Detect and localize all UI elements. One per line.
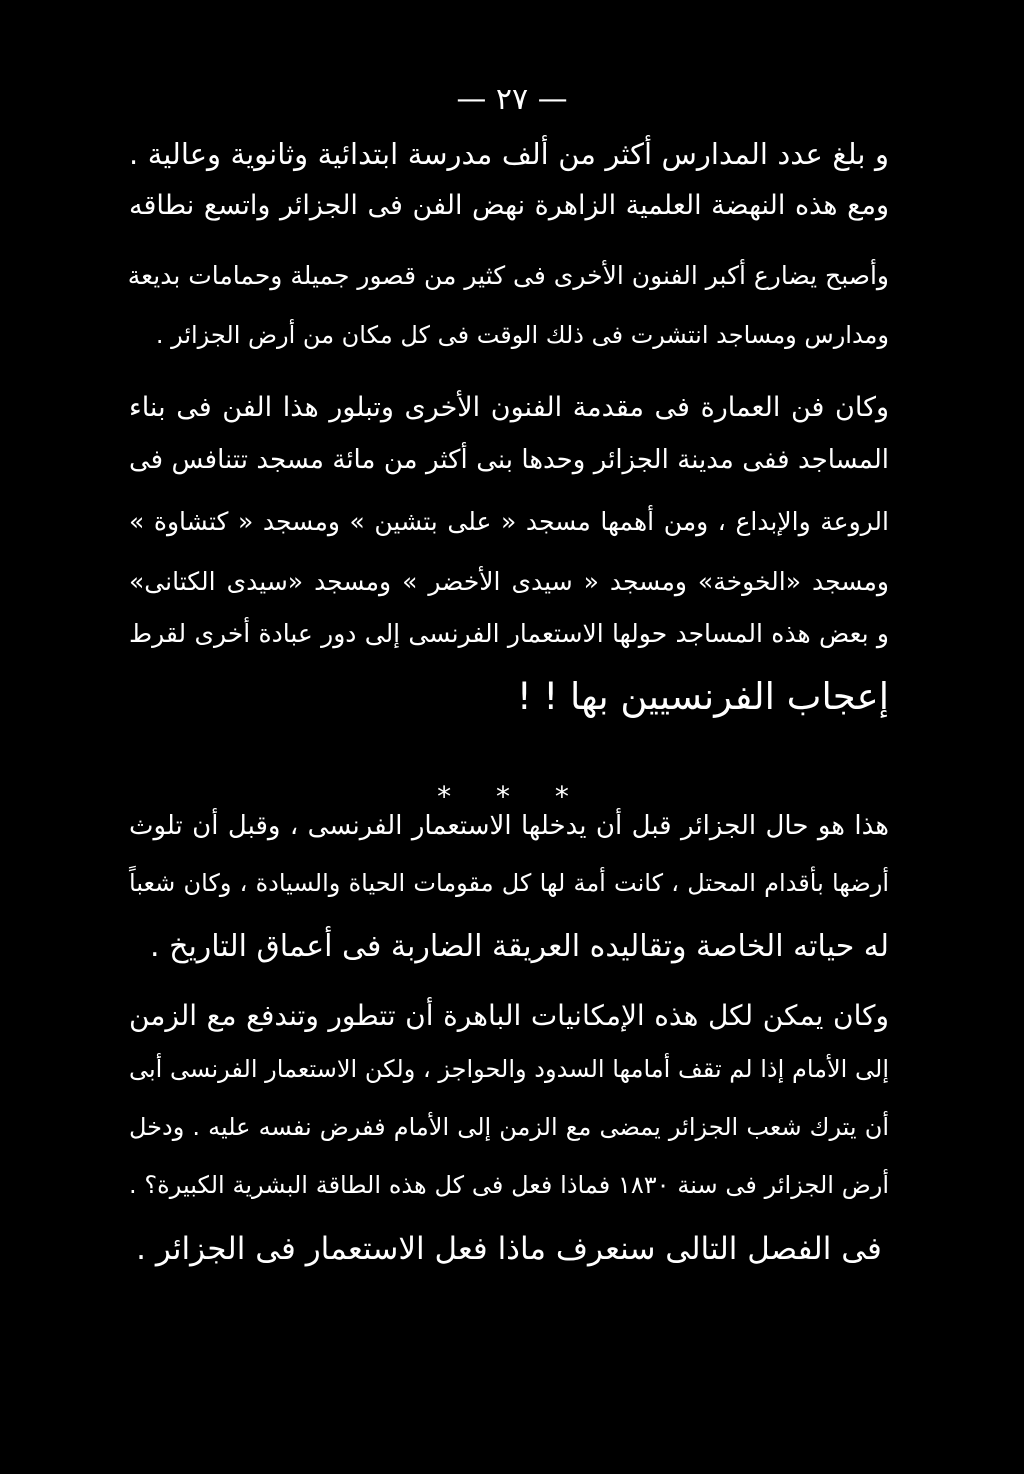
text-line: له حياته الخاصة وتقاليده العريقة الضاربة فى أعماق التاريخ .: [150, 929, 889, 964]
text-line: ومسجد «الخوخة» ومسجد « سيدى الأخضر » ومسجد «سيدى الكتانى»: [129, 567, 889, 596]
text-line: إعجاب الفرنسيين بها ! !: [516, 675, 889, 718]
text-line: و بعض هذه المساجد حولها الاستعمار الفرنسى إلى دور عبادة أخرى لقرط: [129, 619, 889, 648]
text-line: ومدارس ومساجد انتشرت فى ذلك الوقت فى كل مكان من أرض الجزائر .: [155, 321, 889, 349]
text-line: أرضها بأقدام المحتل ، كانت أمة لها كل مقومات الحياة والسيادة ، وكان شعباً: [129, 869, 889, 897]
page-number: — ٢٧ —: [456, 82, 568, 117]
text-line: الروعة والإبداع ، ومن أهمها مسجد « على بتشين » ومسجد « كتشاوة »: [129, 507, 889, 536]
text-line: هذا هو حال الجزائر قبل أن يدخلها الاستعمار الفرنسى ، وقبل أن تلوث: [129, 811, 889, 841]
text-line: ومع هذه النهضة العلمية الزاهرة نهض الفن فى الجزائر واتسع نطاقه: [129, 190, 889, 221]
text-line: أرض الجزائر فى سنة ١٨٣٠ فماذا فعل فى كل هذه الطاقة البشرية الكبيرة؟ .: [129, 1171, 889, 1199]
section-separator: * * *: [437, 780, 587, 813]
text-line: وكان يمكن لكل هذه الإمكانيات الباهرة أن تتطور وتندفع مع الزمن: [129, 999, 889, 1032]
text-line: المساجد ففى مدينة الجزائر وحدها بنى أكثر من مائة مسجد تتنافس فى: [129, 445, 889, 475]
text-line: وكان فن العمارة فى مقدمة الفنون الأخرى وتبلور هذا الفن فى بناء: [129, 392, 889, 423]
text-line: فى الفصل التالى سنعرف ماذا فعل الاستعمار فى الجزائر .: [136, 1231, 882, 1267]
text-line: و بلغ عدد المدارس أكثر من ألف مدرسة ابتدائية وثانوية وعالية .: [129, 137, 889, 171]
text-line: وأصبح يضارع أكبر الفنون الأخرى فى كثير من قصور جميلة وحمامات بديعة: [127, 261, 889, 290]
text-line: إلى الأمام إذا لم تقف أمامها السدود والحواجز ، ولكن الاستعمار الفرنسى أبى: [129, 1055, 889, 1083]
text-line: أن يترك شعب الجزائر يمضى مع الزمن إلى الأمام ففرض نفسه عليه . ودخل: [129, 1113, 889, 1141]
